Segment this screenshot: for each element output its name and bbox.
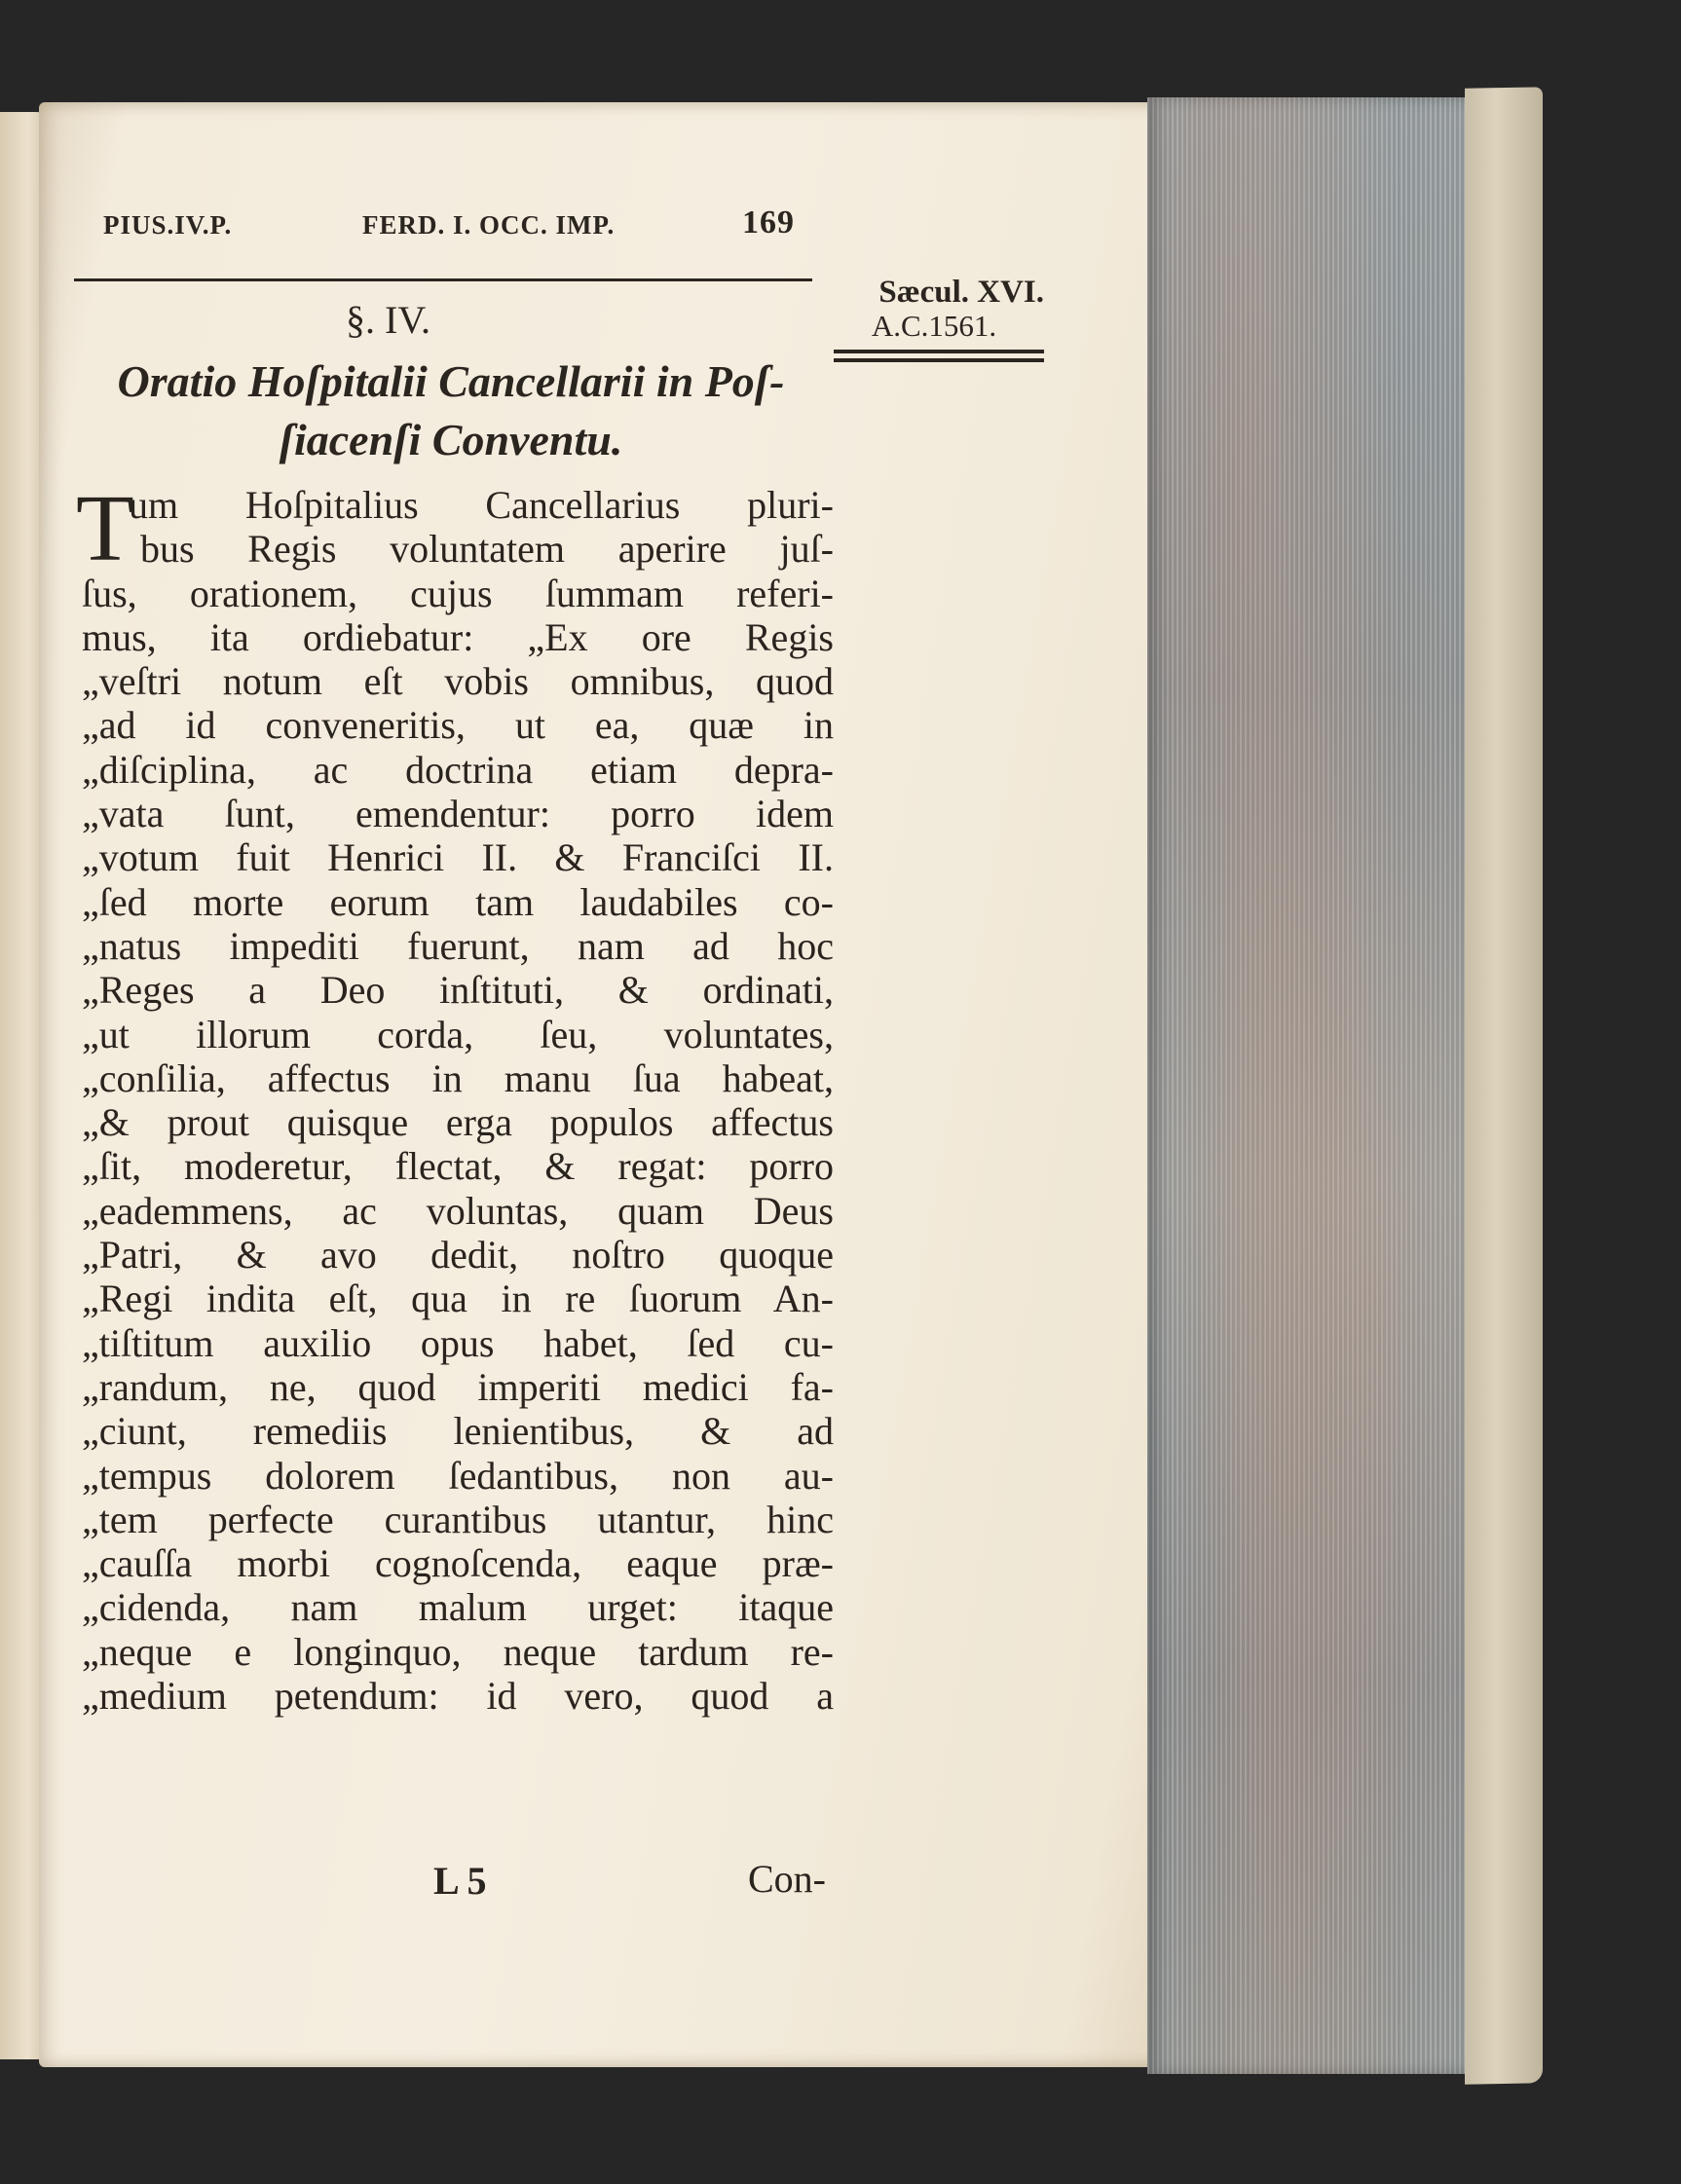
text-line: „votum fuit Henrici II. & Franciſci II. xyxy=(82,835,834,880)
body-text xyxy=(82,483,834,1718)
drop-cap: T xyxy=(76,476,134,581)
margin-note xyxy=(824,275,1044,367)
margin-note-year: A.C.1561. xyxy=(871,309,997,343)
text-line: „ſit, moderetur, flectat, & regat: porro xyxy=(82,1144,834,1189)
book-cover-edge xyxy=(1465,87,1543,2084)
text-line: „& prout quisque erga populos affectus xyxy=(82,1100,834,1145)
text-line: „veſtri notum eſt vobis omnibus, quod xyxy=(82,659,834,704)
text-line: „randum, ne, quod imperiti medici fa- xyxy=(82,1364,834,1409)
text-line: „Regi indita eſt, qua in re ſuorum An- xyxy=(82,1277,834,1321)
heading-line: ſiacenſi Conventu. xyxy=(279,415,623,464)
running-head-center: FERD. I. OCC. IMP. xyxy=(362,210,616,240)
section-heading xyxy=(76,352,826,469)
text-line: „ad id conveneritis, ut ea, quæ in xyxy=(82,703,834,748)
text-line: „ut illorum corda, ſeu, voluntates, xyxy=(82,1012,834,1056)
text-line: „Reges a Deo inſtituti, & ordinati, xyxy=(82,968,834,1013)
margin-note-rules xyxy=(834,350,1044,362)
text-line: „natus impediti fuerunt, nam ad hoc xyxy=(82,923,834,968)
text-line: mus, ita ordiebatur: „Ex ore Regis xyxy=(82,614,834,659)
page-block-edges xyxy=(1147,97,1469,2074)
text-line: „ſed morte eorum tam laudabiles co- xyxy=(82,879,834,924)
text-line: „tem perfecte curantibus utantur, hinc xyxy=(82,1497,834,1541)
text-line: „conſilia, affectus in manu ſua habeat, xyxy=(82,1055,834,1100)
text-line: um Hoſpitalius Cancellarius pluri- xyxy=(129,483,834,527)
text-line: „vata ſunt, emendentur: porro idem xyxy=(82,792,834,836)
running-head-left: PIUS.IV.P. xyxy=(103,210,233,240)
text-line: „diſciplina, ac doctrina etiam depra- xyxy=(82,747,834,792)
margin-note-century: Sæcul. XVI. xyxy=(878,275,1044,310)
text-line: bus Regis voluntatem aperire juſ- xyxy=(140,527,834,572)
text-line: „ciunt, remediis lenientibus, & ad xyxy=(82,1409,834,1454)
text-line: „cauſſa morbi cognoſcenda, eaque præ- xyxy=(82,1541,834,1586)
signature-mark: L 5 xyxy=(433,1859,487,1903)
header-rule xyxy=(74,278,812,281)
catchword: Con- xyxy=(748,1857,826,1901)
text-line: „cidenda, nam malum urget: itaque xyxy=(82,1585,834,1630)
text-line: „Patri, & avo dedit, noſtro quoque xyxy=(82,1233,834,1277)
text-line: „tiſtitum auxilio opus habet, ſed cu- xyxy=(82,1320,834,1365)
page-number: 169 xyxy=(742,204,795,241)
section-mark: §. IV. xyxy=(346,298,431,342)
text-line: „tempus dolorem ſedantibus, non au- xyxy=(82,1453,834,1498)
text-line: „eademmens, ac voluntas, quam Deus xyxy=(82,1188,834,1233)
text-line: „neque e longinquo, neque tardum re- xyxy=(82,1629,834,1674)
text-line: ſus, orationem, cujus ſummam referi- xyxy=(82,571,834,615)
text-line: „medium petendum: id vero, quod a xyxy=(82,1674,834,1719)
heading-line: Oratio Hoſpitalii Cancellarii in Poſ- xyxy=(117,356,785,406)
